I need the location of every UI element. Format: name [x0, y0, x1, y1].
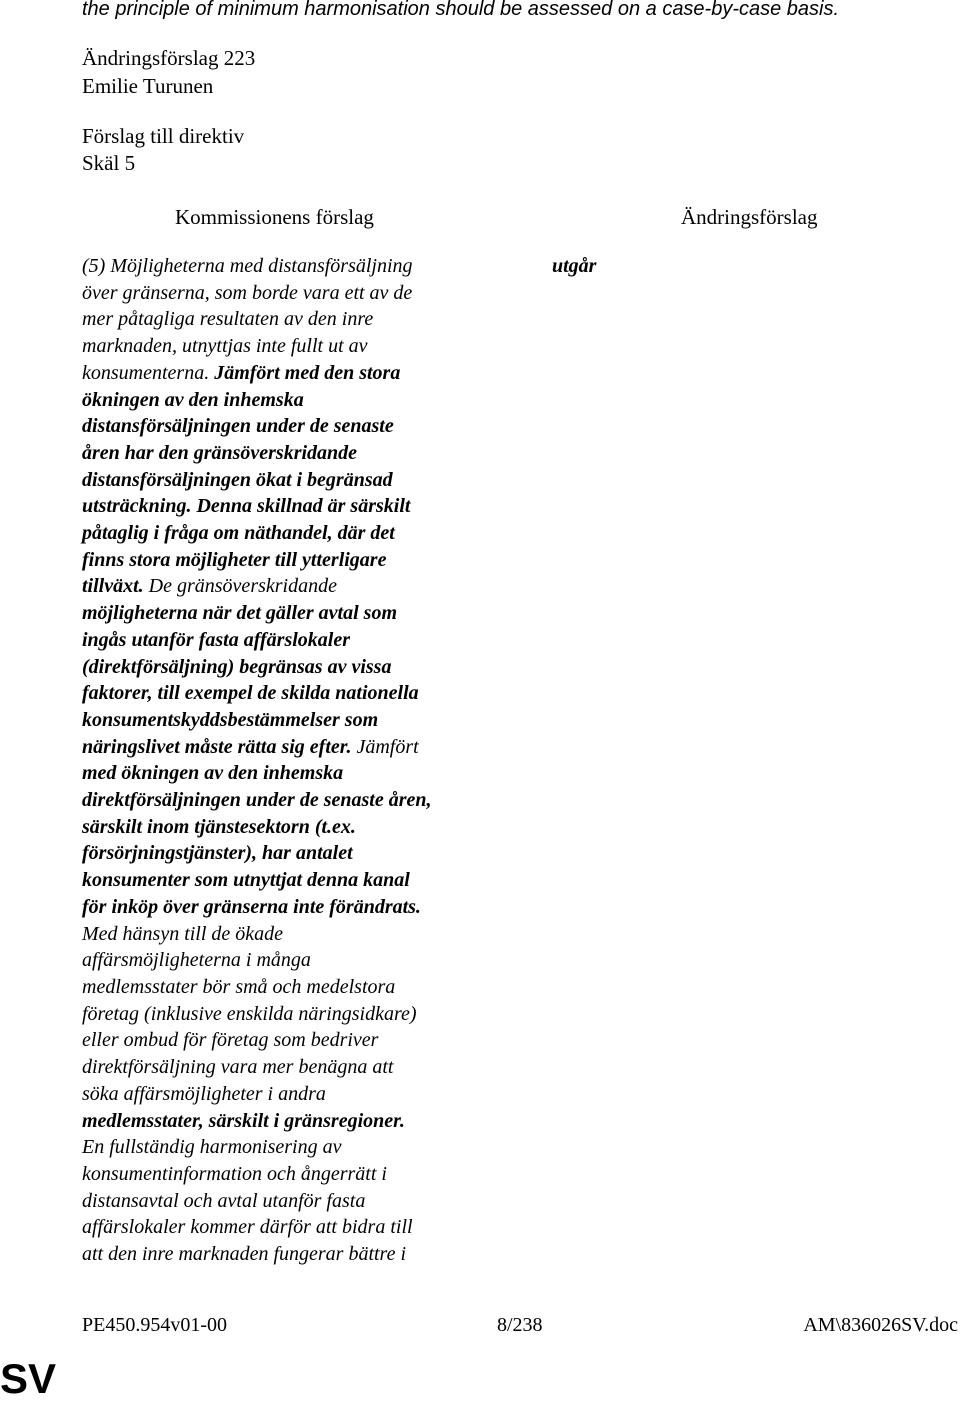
body-line: över gränserna, som borde vara ett av de [82, 281, 413, 304]
body-line: med ökningen av den inhemska [82, 762, 344, 785]
body-line-part: för inköp över gränserna inte förändrats. [82, 895, 421, 918]
body-line: finns stora möjligheter till ytterligare [82, 548, 387, 571]
body-line: Med hänsyn till de ökade [82, 922, 284, 945]
body-line [82, 1108, 512, 1135]
body-line: medlemsstater bör små och medelstora [82, 975, 396, 998]
body-line: åren har den gränsöverskridande [82, 441, 358, 464]
body-line-part: De gränsöverskridande [143, 575, 337, 598]
body-line: mer påtagliga resultaten av den inre [82, 308, 374, 331]
body-line: konsumenter som utnyttjat denna kanal [82, 869, 410, 892]
body-line: konsumentskyddsbestämmelser som [82, 708, 379, 731]
body-line: utsträckning. Denna skillnad är särskilt [82, 495, 411, 518]
body-line: direktförsäljning vara mer benägna att [82, 1056, 394, 1079]
body-line: ökningen av den inhemska [82, 388, 304, 411]
body-line: möjligheterna när det gäller avtal som [82, 602, 398, 625]
body-line-part: näringslivet måste rätta sig efter. [82, 735, 352, 758]
body-line: direktförsäljningen under de senaste åren, [82, 789, 432, 812]
body-line-part: medlemsstater, särskilt i gränsregioner. [82, 1109, 405, 1132]
commission-proposal-heading: Kommissionens förslag [175, 205, 374, 229]
body-line [82, 573, 512, 600]
body-line: marknaden, utnyttjas inte fullt ut av [82, 335, 368, 358]
body-line-part: konsumenterna. [82, 361, 210, 384]
deleted-marker: utgår [552, 255, 597, 277]
body-line-part: Jämfört [351, 735, 419, 758]
body-line: (direktförsäljning) begränsas av vissa [82, 655, 392, 678]
commission-text-column [82, 253, 512, 1268]
proposal-title: Förslag till direktiv [82, 124, 245, 148]
body-line [82, 894, 512, 921]
file-reference: AM\836026SV.doc [803, 1314, 958, 1336]
body-line: särskilt inom tjänstesektorn (t.ex. [82, 815, 356, 838]
body-line: affärsmöjligheterna i många [82, 949, 311, 972]
body-line: försörjningstjänster), har antalet [82, 842, 353, 865]
body-line: söka affärsmöjligheter i andra [82, 1082, 326, 1105]
body-line: distansavtal och avtal utanför fasta [82, 1189, 366, 1212]
body-line: (5) Möjligheterna med distansförsäljning [82, 255, 413, 277]
amendment-heading: Ändringsförslag [681, 205, 818, 229]
body-line: konsumentinformation och ångerrätt i [82, 1162, 387, 1185]
body-line-part: tillväxt. [82, 575, 144, 598]
body-line: faktorer, till exempel de skilda nationella [82, 682, 419, 705]
body-line [82, 360, 512, 387]
body-line: påtaglig i fråga om näthandel, där det [82, 522, 395, 545]
body-line: distansförsäljningen ökat i begränsad [82, 468, 393, 491]
amendment-label: Ändringsförslag 223 [82, 46, 256, 70]
body-line: ingås utanför fasta affärslokaler [82, 628, 351, 651]
author-name: Emilie Turunen [82, 74, 214, 98]
top-line-text: the principle of minimum harmonisation should be assessed on a case-by-case basis. [82, 0, 840, 20]
page-number: 8/238 [497, 1314, 543, 1336]
body-line-part: Jämfört med den stora [209, 361, 401, 384]
body-line: att den inre marknaden fungerar bättre i [82, 1243, 407, 1266]
recital-label: Skäl 5 [82, 151, 136, 175]
body-line: affärslokaler kommer därför att bidra till [82, 1216, 413, 1239]
body-line: distansförsäljningen under de senaste [82, 415, 394, 438]
language-code: SV [0, 1355, 57, 1402]
document-reference: PE450.954v01-00 [82, 1314, 227, 1336]
body-line: eller ombud för företag som bedriver [82, 1029, 379, 1052]
body-line [82, 734, 512, 761]
body-line: En fullständig harmonisering av [82, 1136, 342, 1159]
body-line: företag (inklusive enskilda näringsidkare) [82, 1002, 417, 1025]
